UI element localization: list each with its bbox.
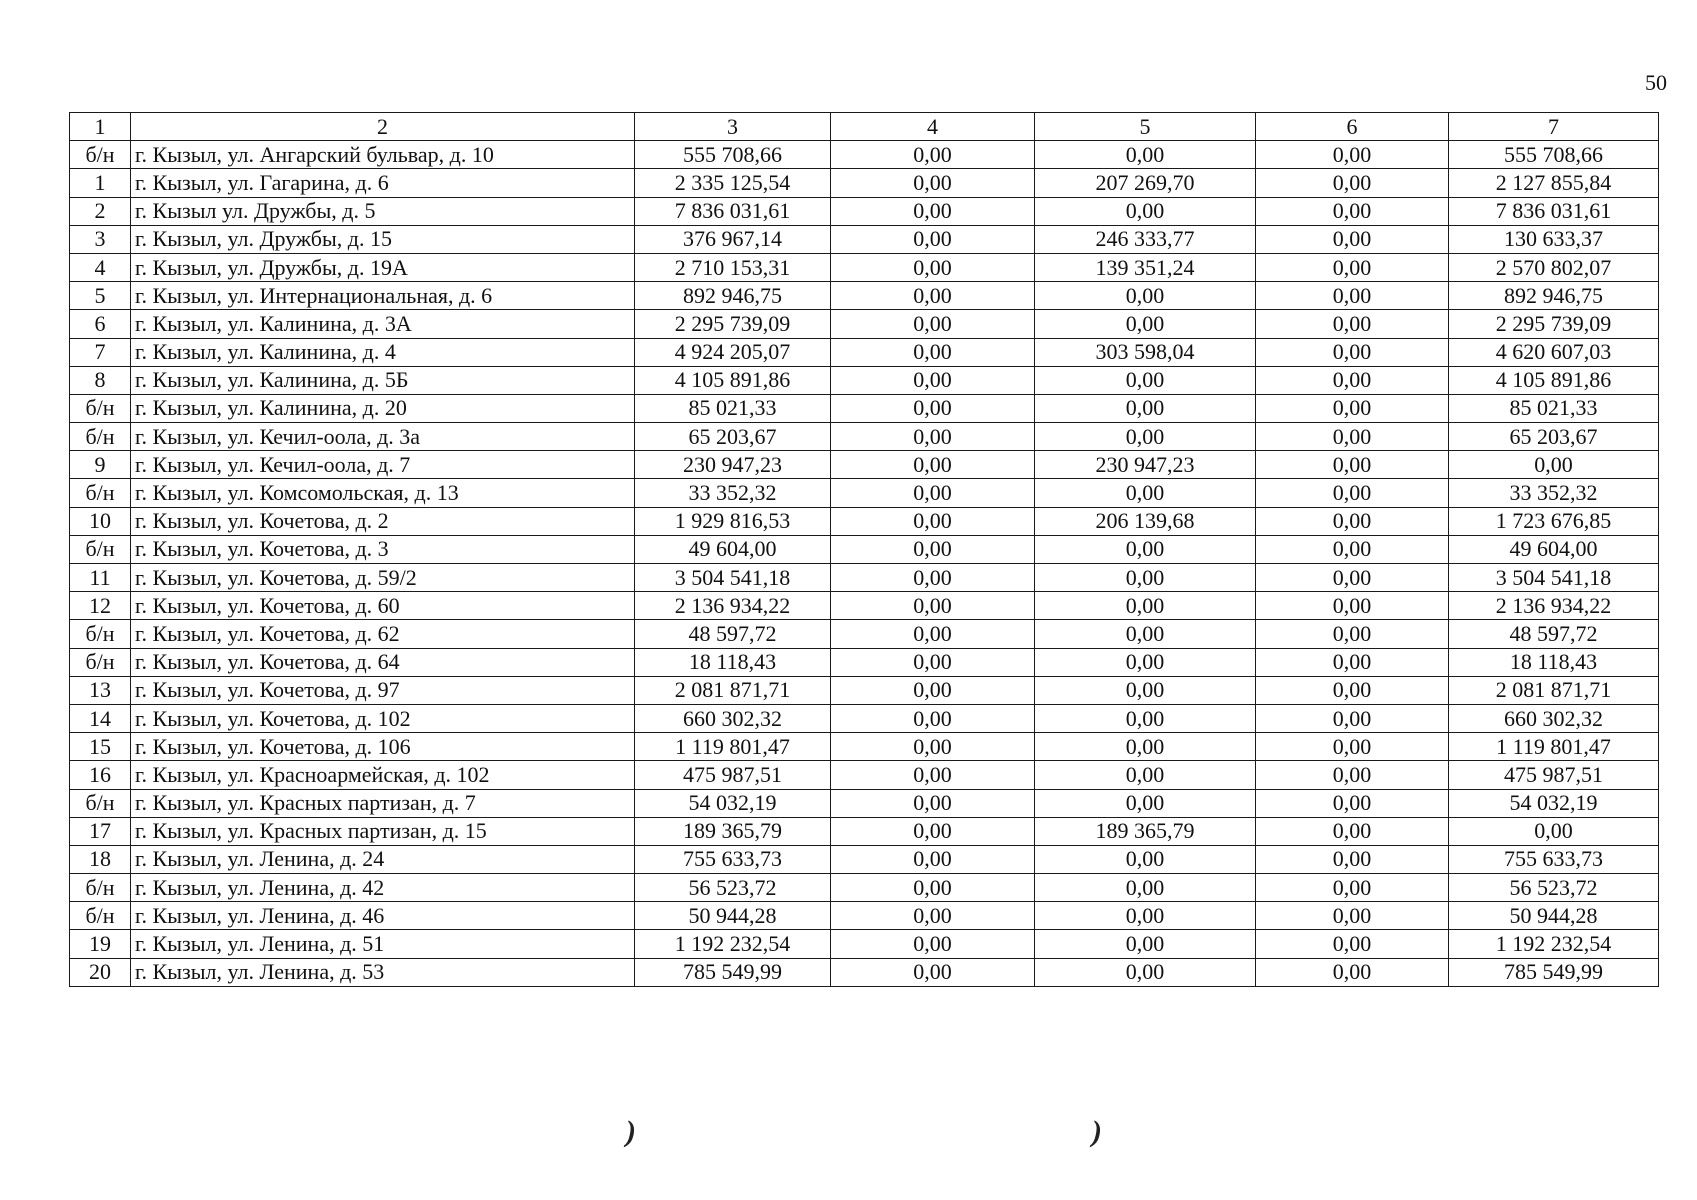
amount-col-4-cell: 0,00 bbox=[831, 169, 1035, 197]
address-cell: г. Кызыл, ул. Ленина, д. 42 bbox=[131, 874, 635, 902]
amount-col-7-cell: 0,00 bbox=[1449, 451, 1659, 479]
row-number-cell: 10 bbox=[70, 507, 131, 535]
amount-col-4-cell: 0,00 bbox=[831, 761, 1035, 789]
amount-col-7-cell: 85 021,33 bbox=[1449, 394, 1659, 422]
amount-col-5-cell: 0,00 bbox=[1035, 704, 1256, 732]
amount-col-5-cell: 0,00 bbox=[1035, 620, 1256, 648]
address-cell: г. Кызыл, ул. Дружбы, д. 15 bbox=[131, 225, 635, 253]
amount-col-5-cell: 0,00 bbox=[1035, 676, 1256, 704]
table-row bbox=[70, 564, 1659, 592]
column-number-cell: 4 bbox=[831, 113, 1035, 141]
amount-col-4-cell: 0,00 bbox=[831, 620, 1035, 648]
address-cell: г. Кызыл, ул. Ленина, д. 46 bbox=[131, 902, 635, 930]
row-number-cell: 12 bbox=[70, 592, 131, 620]
table-row bbox=[70, 451, 1659, 479]
amount-col-4-cell: 0,00 bbox=[831, 958, 1035, 986]
amount-col-7-cell: 65 203,67 bbox=[1449, 423, 1659, 451]
table-row bbox=[70, 253, 1659, 281]
table-row bbox=[70, 648, 1659, 676]
amount-col-6-cell: 0,00 bbox=[1256, 535, 1449, 563]
address-cell: г. Кызыл, ул. Интернациональная, д. 6 bbox=[131, 282, 635, 310]
amount-col-4-cell: 0,00 bbox=[831, 253, 1035, 281]
amount-col-6-cell: 0,00 bbox=[1256, 451, 1449, 479]
row-number-cell: б/н bbox=[70, 141, 131, 169]
table-row bbox=[70, 676, 1659, 704]
address-cell: г. Кызыл, ул. Кочетова, д. 2 bbox=[131, 507, 635, 535]
amount-col-6-cell: 0,00 bbox=[1256, 225, 1449, 253]
amount-col-5-cell: 0,00 bbox=[1035, 733, 1256, 761]
amount-col-6-cell: 0,00 bbox=[1256, 676, 1449, 704]
address-cell: г. Кызыл, ул. Кочетова, д. 64 bbox=[131, 648, 635, 676]
address-cell: г. Кызыл, ул. Дружбы, д. 19А bbox=[131, 253, 635, 281]
amount-col-4-cell: 0,00 bbox=[831, 507, 1035, 535]
table-row bbox=[70, 733, 1659, 761]
address-cell: г. Кызыл, ул. Кочетова, д. 97 bbox=[131, 676, 635, 704]
address-cell: г. Кызыл, ул. Кочетова, д. 59/2 bbox=[131, 564, 635, 592]
amount-col-7-cell: 49 604,00 bbox=[1449, 535, 1659, 563]
address-cell: г. Кызыл, ул. Кечил-оола, д. 3а bbox=[131, 423, 635, 451]
amount-col-5-cell: 189 365,79 bbox=[1035, 817, 1256, 845]
header-row bbox=[70, 113, 1659, 141]
amount-col-7-cell: 130 633,37 bbox=[1449, 225, 1659, 253]
row-number-cell: 9 bbox=[70, 451, 131, 479]
amount-col-6-cell: 0,00 bbox=[1256, 423, 1449, 451]
amount-col-4-cell: 0,00 bbox=[831, 225, 1035, 253]
page-number: 50 bbox=[1645, 70, 1667, 95]
amount-col-7-cell: 7 836 031,61 bbox=[1449, 197, 1659, 225]
amount-col-4-cell: 0,00 bbox=[831, 789, 1035, 817]
table-row bbox=[70, 423, 1659, 451]
amount-col-5-cell: 0,00 bbox=[1035, 648, 1256, 676]
row-number-cell: 1 bbox=[70, 169, 131, 197]
amount-col-6-cell: 0,00 bbox=[1256, 874, 1449, 902]
address-cell: г. Кызыл ул. Дружбы, д. 5 bbox=[131, 197, 635, 225]
amount-col-5-cell: 0,00 bbox=[1035, 592, 1256, 620]
amount-col-3-cell: 2 335 125,54 bbox=[635, 169, 831, 197]
address-cell: г. Кызыл, ул. Калинина, д. 3А bbox=[131, 310, 635, 338]
row-number-cell: 2 bbox=[70, 197, 131, 225]
row-number-cell: б/н bbox=[70, 648, 131, 676]
amount-col-6-cell: 0,00 bbox=[1256, 845, 1449, 873]
table-row bbox=[70, 197, 1659, 225]
amount-col-3-cell: 230 947,23 bbox=[635, 451, 831, 479]
amount-col-3-cell: 50 944,28 bbox=[635, 902, 831, 930]
table-row bbox=[70, 958, 1659, 986]
amount-col-5-cell: 0,00 bbox=[1035, 902, 1256, 930]
amount-col-3-cell: 56 523,72 bbox=[635, 874, 831, 902]
row-number-cell: 15 bbox=[70, 733, 131, 761]
table-row bbox=[70, 169, 1659, 197]
amount-col-6-cell: 0,00 bbox=[1256, 592, 1449, 620]
amount-col-4-cell: 0,00 bbox=[831, 845, 1035, 873]
amount-col-3-cell: 4 924 205,07 bbox=[635, 338, 831, 366]
row-number-cell: 7 bbox=[70, 338, 131, 366]
address-cell: г. Кызыл, ул. Ангарский бульвар, д. 10 bbox=[131, 141, 635, 169]
amount-col-3-cell: 1 192 232,54 bbox=[635, 930, 831, 958]
amount-col-7-cell: 4 105 891,86 bbox=[1449, 366, 1659, 394]
amount-col-3-cell: 4 105 891,86 bbox=[635, 366, 831, 394]
amount-col-7-cell: 785 549,99 bbox=[1449, 958, 1659, 986]
amount-col-7-cell: 4 620 607,03 bbox=[1449, 338, 1659, 366]
amount-col-6-cell: 0,00 bbox=[1256, 253, 1449, 281]
row-number-cell: 13 bbox=[70, 676, 131, 704]
amount-col-4-cell: 0,00 bbox=[831, 704, 1035, 732]
amount-col-5-cell: 303 598,04 bbox=[1035, 338, 1256, 366]
row-number-cell: 5 bbox=[70, 282, 131, 310]
amount-col-5-cell: 0,00 bbox=[1035, 423, 1256, 451]
amount-col-3-cell: 33 352,32 bbox=[635, 479, 831, 507]
amount-col-7-cell: 50 944,28 bbox=[1449, 902, 1659, 930]
amount-col-5-cell: 0,00 bbox=[1035, 141, 1256, 169]
amount-col-7-cell: 892 946,75 bbox=[1449, 282, 1659, 310]
amount-col-6-cell: 0,00 bbox=[1256, 761, 1449, 789]
row-number-cell: 4 bbox=[70, 253, 131, 281]
amount-col-6-cell: 0,00 bbox=[1256, 394, 1449, 422]
amount-col-4-cell: 0,00 bbox=[831, 902, 1035, 930]
address-cell: г. Кызыл, ул. Красных партизан, д. 15 bbox=[131, 817, 635, 845]
row-number-cell: 17 bbox=[70, 817, 131, 845]
address-cell: г. Кызыл, ул. Ленина, д. 51 bbox=[131, 930, 635, 958]
amount-col-6-cell: 0,00 bbox=[1256, 789, 1449, 817]
amount-col-7-cell: 1 119 801,47 bbox=[1449, 733, 1659, 761]
amount-col-4-cell: 0,00 bbox=[831, 423, 1035, 451]
amount-col-5-cell: 230 947,23 bbox=[1035, 451, 1256, 479]
table-row bbox=[70, 310, 1659, 338]
row-number-cell: б/н bbox=[70, 902, 131, 930]
amount-col-7-cell: 48 597,72 bbox=[1449, 620, 1659, 648]
table-row bbox=[70, 141, 1659, 169]
amount-col-5-cell: 0,00 bbox=[1035, 366, 1256, 394]
amount-col-4-cell: 0,00 bbox=[831, 676, 1035, 704]
table-row bbox=[70, 394, 1659, 422]
table-row bbox=[70, 930, 1659, 958]
amount-col-5-cell: 0,00 bbox=[1035, 394, 1256, 422]
table-row bbox=[70, 338, 1659, 366]
amount-col-5-cell: 207 269,70 bbox=[1035, 169, 1256, 197]
amount-col-7-cell: 660 302,32 bbox=[1449, 704, 1659, 732]
amount-col-6-cell: 0,00 bbox=[1256, 620, 1449, 648]
amount-col-6-cell: 0,00 bbox=[1256, 282, 1449, 310]
amount-col-6-cell: 0,00 bbox=[1256, 338, 1449, 366]
amount-col-7-cell: 1 723 676,85 bbox=[1449, 507, 1659, 535]
amount-col-6-cell: 0,00 bbox=[1256, 169, 1449, 197]
amount-col-4-cell: 0,00 bbox=[831, 451, 1035, 479]
row-number-cell: 6 bbox=[70, 310, 131, 338]
amount-col-6-cell: 0,00 bbox=[1256, 479, 1449, 507]
amount-col-5-cell: 0,00 bbox=[1035, 761, 1256, 789]
row-number-cell: б/н bbox=[70, 620, 131, 648]
amount-col-5-cell: 246 333,77 bbox=[1035, 225, 1256, 253]
amount-col-6-cell: 0,00 bbox=[1256, 958, 1449, 986]
amount-col-4-cell: 0,00 bbox=[831, 366, 1035, 394]
amount-col-7-cell: 1 192 232,54 bbox=[1449, 930, 1659, 958]
table-row bbox=[70, 789, 1659, 817]
address-cell: г. Кызыл, ул. Кочетова, д. 3 bbox=[131, 535, 635, 563]
amount-col-4-cell: 0,00 bbox=[831, 479, 1035, 507]
amount-col-3-cell: 85 021,33 bbox=[635, 394, 831, 422]
address-cell: г. Кызыл, ул. Кочетова, д. 106 bbox=[131, 733, 635, 761]
amount-col-5-cell: 0,00 bbox=[1035, 564, 1256, 592]
address-cell: г. Кызыл, ул. Красных партизан, д. 7 bbox=[131, 789, 635, 817]
amount-col-5-cell: 0,00 bbox=[1035, 789, 1256, 817]
amount-col-6-cell: 0,00 bbox=[1256, 704, 1449, 732]
amount-col-3-cell: 475 987,51 bbox=[635, 761, 831, 789]
amount-col-5-cell: 0,00 bbox=[1035, 479, 1256, 507]
row-number-cell: 3 bbox=[70, 225, 131, 253]
amount-col-4-cell: 0,00 bbox=[831, 394, 1035, 422]
amount-col-3-cell: 555 708,66 bbox=[635, 141, 831, 169]
table-row bbox=[70, 845, 1659, 873]
row-number-cell: 18 bbox=[70, 845, 131, 873]
row-number-cell: б/н bbox=[70, 535, 131, 563]
amount-col-6-cell: 0,00 bbox=[1256, 197, 1449, 225]
amount-col-3-cell: 376 967,14 bbox=[635, 225, 831, 253]
amount-col-6-cell: 0,00 bbox=[1256, 817, 1449, 845]
address-cell: г. Кызыл, ул. Калинина, д. 4 bbox=[131, 338, 635, 366]
amount-col-3-cell: 1 929 816,53 bbox=[635, 507, 831, 535]
amount-col-7-cell: 54 032,19 bbox=[1449, 789, 1659, 817]
amount-col-3-cell: 7 836 031,61 bbox=[635, 197, 831, 225]
amount-col-6-cell: 0,00 bbox=[1256, 310, 1449, 338]
address-cell: г. Кызыл, ул. Кечил-оола, д. 7 bbox=[131, 451, 635, 479]
amount-col-3-cell: 892 946,75 bbox=[635, 282, 831, 310]
table-row bbox=[70, 366, 1659, 394]
address-cell: г. Кызыл, ул. Ленина, д. 24 bbox=[131, 845, 635, 873]
amount-col-6-cell: 0,00 bbox=[1256, 733, 1449, 761]
amount-col-4-cell: 0,00 bbox=[831, 733, 1035, 761]
amount-col-4-cell: 0,00 bbox=[831, 535, 1035, 563]
column-number-cell: 2 bbox=[131, 113, 635, 141]
address-cell: г. Кызыл, ул. Кочетова, д. 102 bbox=[131, 704, 635, 732]
table-body bbox=[70, 113, 1659, 987]
amount-col-3-cell: 65 203,67 bbox=[635, 423, 831, 451]
table-row bbox=[70, 620, 1659, 648]
amount-col-7-cell: 475 987,51 bbox=[1449, 761, 1659, 789]
amount-col-7-cell: 2 295 739,09 bbox=[1449, 310, 1659, 338]
amount-col-4-cell: 0,00 bbox=[831, 817, 1035, 845]
address-cell: г. Кызыл, ул. Комсомольская, д. 13 bbox=[131, 479, 635, 507]
row-number-cell: б/н bbox=[70, 789, 131, 817]
amount-col-7-cell: 0,00 bbox=[1449, 817, 1659, 845]
amount-col-6-cell: 0,00 bbox=[1256, 902, 1449, 930]
margin-mark-left: ) bbox=[626, 1115, 636, 1148]
table-row bbox=[70, 874, 1659, 902]
row-number-cell: б/н bbox=[70, 479, 131, 507]
amount-col-7-cell: 555 708,66 bbox=[1449, 141, 1659, 169]
amount-col-5-cell: 0,00 bbox=[1035, 845, 1256, 873]
table-row bbox=[70, 761, 1659, 789]
address-cell: г. Кызыл, ул. Кочетова, д. 60 bbox=[131, 592, 635, 620]
amount-col-3-cell: 2 295 739,09 bbox=[635, 310, 831, 338]
amount-col-3-cell: 660 302,32 bbox=[635, 704, 831, 732]
table-row bbox=[70, 817, 1659, 845]
amount-col-3-cell: 3 504 541,18 bbox=[635, 564, 831, 592]
amount-col-6-cell: 0,00 bbox=[1256, 507, 1449, 535]
amount-col-5-cell: 0,00 bbox=[1035, 282, 1256, 310]
row-number-cell: 8 bbox=[70, 366, 131, 394]
amount-col-3-cell: 2 081 871,71 bbox=[635, 676, 831, 704]
amount-col-3-cell: 755 633,73 bbox=[635, 845, 831, 873]
amount-col-6-cell: 0,00 bbox=[1256, 366, 1449, 394]
amount-col-4-cell: 0,00 bbox=[831, 338, 1035, 366]
amount-col-5-cell: 0,00 bbox=[1035, 535, 1256, 563]
column-number-cell: 6 bbox=[1256, 113, 1449, 141]
amount-col-3-cell: 1 119 801,47 bbox=[635, 733, 831, 761]
amount-col-6-cell: 0,00 bbox=[1256, 648, 1449, 676]
amount-col-3-cell: 2 710 153,31 bbox=[635, 253, 831, 281]
table-row bbox=[70, 479, 1659, 507]
amount-col-5-cell: 0,00 bbox=[1035, 874, 1256, 902]
amount-col-5-cell: 0,00 bbox=[1035, 930, 1256, 958]
amount-col-4-cell: 0,00 bbox=[831, 282, 1035, 310]
amount-col-4-cell: 0,00 bbox=[831, 310, 1035, 338]
row-number-cell: 19 bbox=[70, 930, 131, 958]
amount-col-7-cell: 56 523,72 bbox=[1449, 874, 1659, 902]
table-row bbox=[70, 225, 1659, 253]
amount-col-5-cell: 0,00 bbox=[1035, 310, 1256, 338]
row-number-cell: б/н bbox=[70, 394, 131, 422]
address-cell: г. Кызыл, ул. Красноармейская, д. 102 bbox=[131, 761, 635, 789]
data-table bbox=[69, 112, 1659, 987]
amount-col-5-cell: 0,00 bbox=[1035, 958, 1256, 986]
table-row bbox=[70, 507, 1659, 535]
amount-col-6-cell: 0,00 bbox=[1256, 564, 1449, 592]
table-row bbox=[70, 535, 1659, 563]
amount-col-4-cell: 0,00 bbox=[831, 874, 1035, 902]
table-row bbox=[70, 592, 1659, 620]
column-number-cell: 7 bbox=[1449, 113, 1659, 141]
amount-col-7-cell: 18 118,43 bbox=[1449, 648, 1659, 676]
amount-col-3-cell: 48 597,72 bbox=[635, 620, 831, 648]
amount-col-7-cell: 2 081 871,71 bbox=[1449, 676, 1659, 704]
column-number-cell: 3 bbox=[635, 113, 831, 141]
amount-col-4-cell: 0,00 bbox=[831, 648, 1035, 676]
amount-col-7-cell: 3 504 541,18 bbox=[1449, 564, 1659, 592]
margin-mark-right: ) bbox=[1092, 1115, 1102, 1148]
amount-col-4-cell: 0,00 bbox=[831, 197, 1035, 225]
amount-col-3-cell: 18 118,43 bbox=[635, 648, 831, 676]
amount-col-6-cell: 0,00 bbox=[1256, 930, 1449, 958]
amount-col-7-cell: 2 127 855,84 bbox=[1449, 169, 1659, 197]
column-number-cell: 1 bbox=[70, 113, 131, 141]
amount-col-3-cell: 49 604,00 bbox=[635, 535, 831, 563]
table-row bbox=[70, 282, 1659, 310]
amount-col-4-cell: 0,00 bbox=[831, 592, 1035, 620]
address-cell: г. Кызыл, ул. Гагарина, д. 6 bbox=[131, 169, 635, 197]
row-number-cell: б/н bbox=[70, 423, 131, 451]
amount-col-6-cell: 0,00 bbox=[1256, 141, 1449, 169]
amount-col-5-cell: 0,00 bbox=[1035, 197, 1256, 225]
amount-col-7-cell: 2 570 802,07 bbox=[1449, 253, 1659, 281]
address-cell: г. Кызыл, ул. Калинина, д. 5Б bbox=[131, 366, 635, 394]
address-cell: г. Кызыл, ул. Кочетова, д. 62 bbox=[131, 620, 635, 648]
row-number-cell: б/н bbox=[70, 874, 131, 902]
table-row bbox=[70, 902, 1659, 930]
amount-col-3-cell: 785 549,99 bbox=[635, 958, 831, 986]
amount-col-3-cell: 54 032,19 bbox=[635, 789, 831, 817]
amount-col-5-cell: 139 351,24 bbox=[1035, 253, 1256, 281]
amount-col-4-cell: 0,00 bbox=[831, 930, 1035, 958]
amount-col-4-cell: 0,00 bbox=[831, 141, 1035, 169]
row-number-cell: 11 bbox=[70, 564, 131, 592]
amount-col-5-cell: 206 139,68 bbox=[1035, 507, 1256, 535]
amount-col-7-cell: 33 352,32 bbox=[1449, 479, 1659, 507]
amount-col-7-cell: 2 136 934,22 bbox=[1449, 592, 1659, 620]
row-number-cell: 20 bbox=[70, 958, 131, 986]
row-number-cell: 14 bbox=[70, 704, 131, 732]
amount-col-4-cell: 0,00 bbox=[831, 564, 1035, 592]
row-number-cell: 16 bbox=[70, 761, 131, 789]
table-row bbox=[70, 704, 1659, 732]
amount-col-3-cell: 189 365,79 bbox=[635, 817, 831, 845]
address-cell: г. Кызыл, ул. Ленина, д. 53 bbox=[131, 958, 635, 986]
amount-col-7-cell: 755 633,73 bbox=[1449, 845, 1659, 873]
address-cell: г. Кызыл, ул. Калинина, д. 20 bbox=[131, 394, 635, 422]
column-number-cell: 5 bbox=[1035, 113, 1256, 141]
amount-col-3-cell: 2 136 934,22 bbox=[635, 592, 831, 620]
